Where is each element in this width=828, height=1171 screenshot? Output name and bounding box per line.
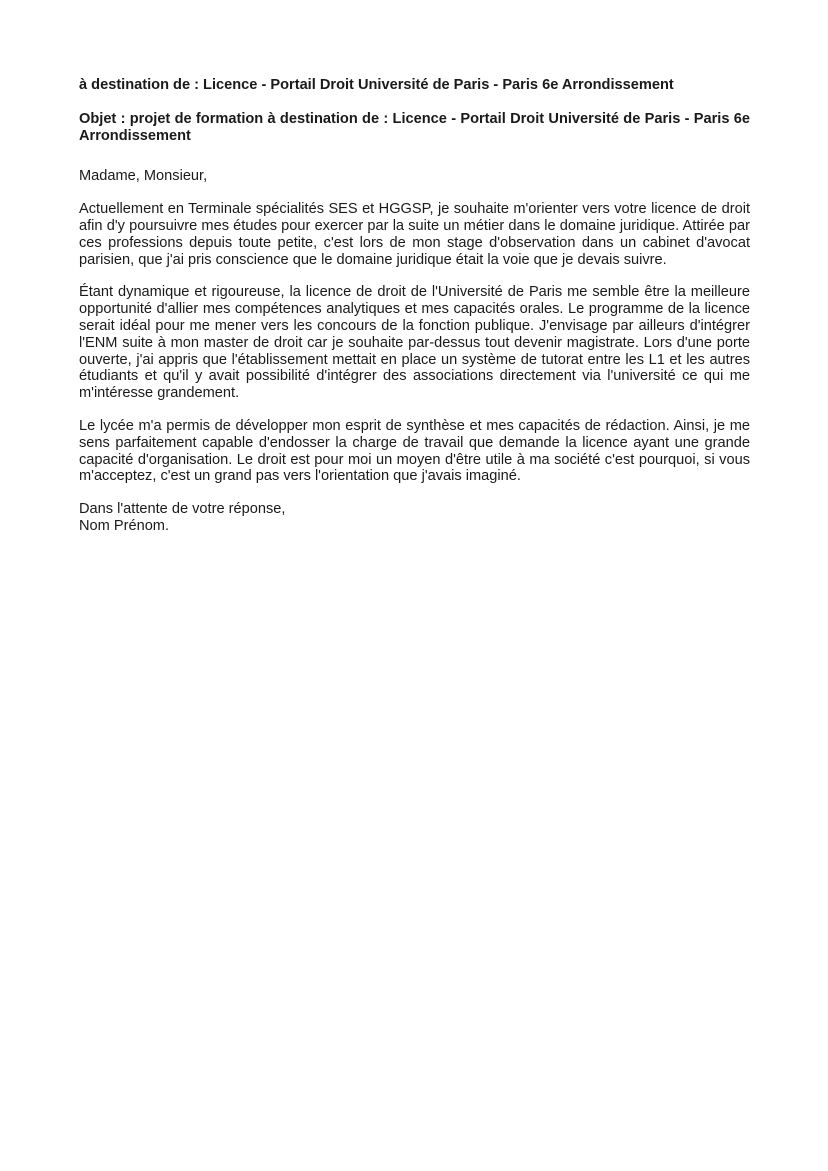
closing-line: Dans l'attente de votre réponse, [79, 501, 286, 518]
body-paragraph-1: Actuellement en Terminale spécialités SES et HGGSP, je souhaite m'orienter vers votre licence de droit afin d'y poursuivre mes études pour exercer par la suite un métier dans le domaine juridique. Attirée par ces professions depuis toute petite, c'est lors de mon stage d'observation dans un cabinet d'avocat parisien, que j'ai pris conscience que le domaine juridique était la voie que je devais suivre. [79, 201, 750, 268]
recipient-line: à destination de : Licence - Portail Droit Université de Paris - Paris 6e Arrondissement [79, 77, 674, 93]
closing-block [79, 501, 750, 535]
greeting: Madame, Monsieur, [79, 168, 208, 185]
subject-line: Objet : projet de formation à destination de : Licence - Portail Droit Université de Paris - Paris 6e Arrondissement [79, 110, 750, 144]
body-paragraph-2: Étant dynamique et rigoureuse, la licence de droit de l'Université de Paris me semble être la meilleure opportunité d'allier mes compétences analytiques et mes capacités orales. Le programme de la licence serait idéal pour me mener vers les concours de la fonction publique. J'envisage par ailleurs d'intégrer l'ENM suite à mon master de droit car je souhaite par-dessus tout devenir magistrate. Lors d'une porte ouverte, j'ai appris que l'établissement mettait en place un système de tutorat entre les L1 et les autres étudiants et qu'il y avait possibilité d'intégrer des associations directement via l'université ce qui me m'intéresse grandement. [79, 284, 750, 402]
body-paragraph-3: Le lycée m'a permis de développer mon esprit de synthèse et mes capacités de rédaction. Ainsi, je me sens parfaitement capable d'endosser la charge de travail que demande la licence ayant une grande capacité d'organisation. Le droit est pour moi un moyen d'être utile à ma société c'est pourquoi, si vous m'acceptez, c'est un grand pas vers l'orientation que j'avais imaginé. [79, 417, 750, 485]
signature: Nom Prénom. [79, 517, 170, 534]
letter-page [79, 77, 750, 535]
